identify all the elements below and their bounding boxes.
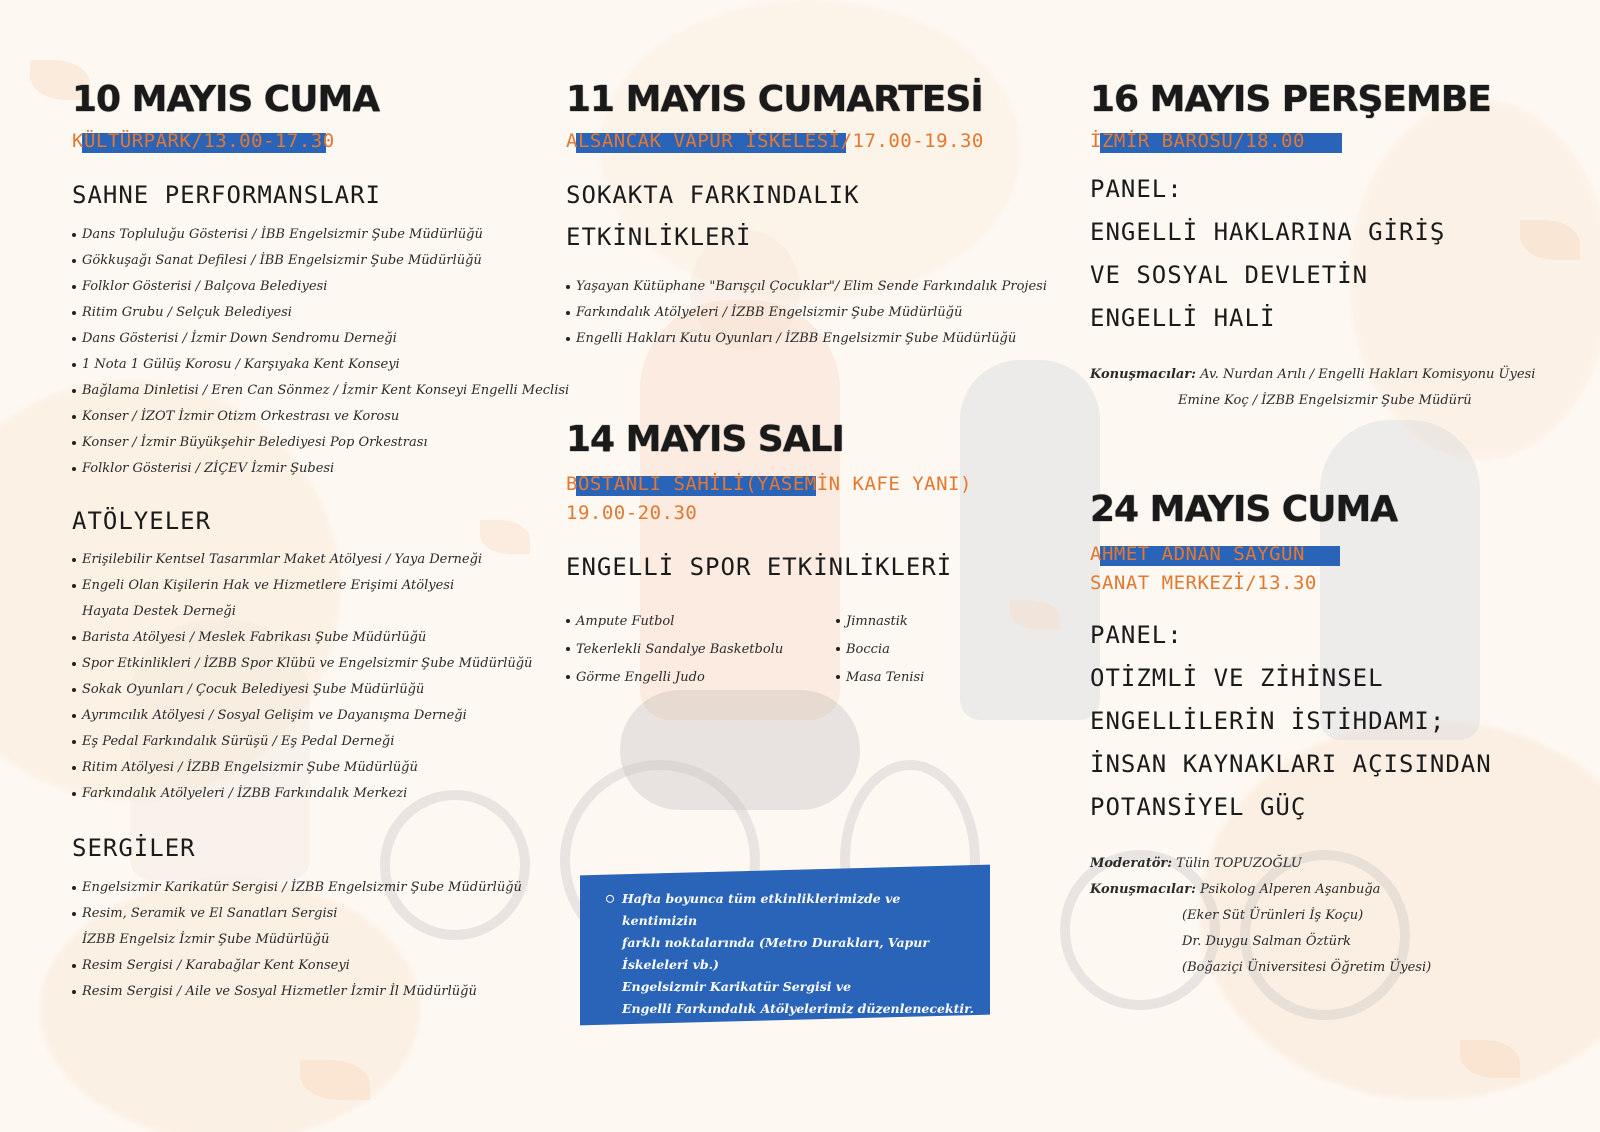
notice-line: Engelsizmir Karikatür Sergisi ve — [622, 978, 852, 994]
speaker: Psikolog Alperen Aşanbuğa — [1200, 882, 1381, 897]
notice-line: Engelli Farkındalık Atölyelerimiz düzenlenecektir. — [622, 1000, 974, 1016]
list-item: Dans Topluluğu Gösterisi / İBB Engelsizmir Şube Müdürlüğü — [72, 222, 542, 248]
sahne-list — [72, 222, 570, 482]
list-item: Engelli Hakları Kutu Oyunları / İZBB Engelsizmir Şube Müdürlüğü — [566, 326, 1036, 352]
location-label: BOSTANLI SAHİLİ(YASEMİN KAFE YANI) 19.00-20.30 — [566, 473, 972, 524]
sokakta-list — [566, 274, 1047, 352]
location-label: İZMİR BAROSU/18.00 — [1090, 130, 1305, 152]
panel-line: İNSAN KAYNAKLARI AÇISINDAN — [1090, 750, 1492, 778]
list-item: Yaşayan Kütüphane "Barışçıl Çocuklar"/ Elim Sende Farkındalık Projesi — [566, 274, 1036, 300]
list-item: Sokak Oyunları / Çocuk Belediyesi Şube Müdürlüğü — [72, 677, 542, 703]
list-item: Dans Gösterisi / İzmir Down Sendromu Derneği — [72, 326, 542, 352]
list-item: Bağlama Dinletisi / Eren Can Sönmez / İzmir Kent Konseyi Engelli Meclisi — [72, 378, 542, 404]
list-item: Barista Atölyesi / Meslek Fabrikası Şube Müdürlüğü — [72, 625, 542, 651]
list-item: Ritim Atölyesi / İZBB Engelsizmir Şube Müdürlüğü — [72, 755, 542, 781]
list-item: Resim Sergisi / Aile ve Sosyal Hizmetler İzmir İl Müdürlüğü — [72, 979, 542, 1005]
list-item: Farkındalık Atölyeleri / İZBB Engelsizmir Şube Müdürlüğü — [566, 300, 1036, 326]
list-item: Engelsizmir Karikatür Sergisi / İZBB Engelsizmir Şube Müdürlüğü — [72, 875, 542, 901]
speakers-label: Konuşmacılar: — [1090, 367, 1196, 382]
panel-line: ENGELLİ HAKLARINA GİRİŞ — [1090, 218, 1446, 246]
panel-line: VE SOSYAL DEVLETİN — [1090, 261, 1369, 289]
section-title-spor: ENGELLİ SPOR ETKİNLİKLERİ — [566, 553, 953, 581]
location-label: AHMET ADNAN SAYGUN SANAT MERKEZİ/13.30 — [1090, 540, 1317, 598]
section-title-sahne: SAHNE PERFORMANSLARI — [72, 181, 381, 209]
section-title-line: ETKİNLİKLERİ — [566, 223, 752, 251]
list-item: Masa Tenisi — [836, 664, 924, 692]
section-title-atolyeler: ATÖLYELER — [72, 507, 212, 536]
list-item: Konser / İzmir Büyükşehir Belediyesi Pop Orkestrası — [72, 430, 542, 456]
panel-title — [1090, 168, 1560, 340]
notice-line: farklı noktalarında (Metro Durakları, Vapur İskeleleri vb.) — [622, 934, 929, 972]
panel-label: PANEL: — [1090, 621, 1183, 649]
day-title: 14 MAYIS SALI — [566, 419, 844, 460]
list-item: Boccia — [836, 636, 924, 664]
day-title: 10 MAYIS CUMA — [72, 79, 380, 120]
list-item: Ayrımcılık Atölyesi / Sosyal Gelişim ve Dayanışma Derneği — [72, 703, 542, 729]
speaker: Emine Koç / İZBB Engelsizmir Şube Müdürü — [1178, 393, 1472, 408]
notice-box — [580, 865, 990, 1026]
panel-line: ENGELLİLERİN İSTİHDAMI; — [1090, 707, 1446, 735]
list-item: Eş Pedal Farkındalık Sürüşü / Eş Pedal Derneği — [72, 729, 542, 755]
speaker: (Eker Süt Ürünleri İş Koçu) — [1182, 908, 1364, 923]
list-item: Tekerlekli Sandalye Basketbolu — [566, 636, 836, 664]
sports-lists — [566, 608, 1036, 692]
list-item: Ampute Futbol — [566, 608, 836, 636]
notice-line: Hafta boyunca tüm etkinliklerimizde ve kentimizin — [622, 890, 901, 928]
list-item: İZBB Engelsiz İzmir Şube Müdürlüğü — [82, 932, 330, 948]
column-10-mayis — [72, 79, 570, 1005]
notice-text — [606, 888, 976, 1020]
sergiler-list — [72, 875, 542, 1005]
day-title: 16 MAYIS PERŞEMBE — [1090, 79, 1491, 120]
list-item: Görme Engelli Judo — [566, 664, 836, 692]
list-item: Ritim Grubu / Selçuk Belediyesi — [72, 300, 542, 326]
list-item: Spor Etkinlikleri / İZBB Spor Klübü ve Engelsizmir Şube Müdürlüğü — [72, 651, 542, 677]
list-item: Resim Sergisi / Karabağlar Kent Konseyi — [72, 953, 542, 979]
day-title: 11 MAYIS CUMARTESİ — [566, 79, 983, 120]
section-title-sokakta — [566, 174, 1036, 258]
list-item: Folklor Gösterisi / ZİÇEV İzmir Şubesi — [72, 456, 542, 482]
list-item: Folklor Gösterisi / Balçova Belediyesi — [72, 274, 542, 300]
list-item: 1 Nota 1 Gülüş Korosu / Karşıyaka Kent Konseyi — [72, 352, 542, 378]
list-item: Konser / İZOT İzmir Otizm Orkestrası ve Korosu — [72, 404, 542, 430]
section-title-sergiler: SERGİLER — [72, 833, 196, 862]
list-item: Hayata Destek Derneği — [82, 603, 236, 619]
panel-line: OTİZMLİ VE ZİHİNSEL — [1090, 664, 1384, 692]
list-item: Gökkuşağı Sanat Defilesi / İBB Engelsizmir Şube Müdürlüğü — [72, 248, 542, 274]
list-item: Erişilebilir Kentsel Tasarımlar Maket Atölyesi / Yaya Derneği — [72, 547, 542, 573]
sports-list-right — [836, 608, 924, 692]
atolyeler-list — [72, 547, 542, 807]
panel-label: PANEL: — [1090, 175, 1183, 203]
location-label: KÜLTÜRPARK/13.00-17.30 — [72, 130, 335, 152]
moderator-label: Moderatör: — [1090, 856, 1173, 871]
section-title-line: SOKAKTA FARKINDALIK — [566, 181, 860, 209]
speaker: Dr. Duygu Salman Öztürk — [1182, 934, 1352, 949]
speaker: Av. Nurdan Arılı / Engelli Hakları Komisyonu Üyesi — [1200, 367, 1536, 382]
list-item: Farkındalık Atölyeleri / İZBB Farkındalık Merkezi — [72, 781, 542, 807]
speakers-label: Konuşmacılar: — [1090, 882, 1196, 897]
moderator: Tülin TOPUZOĞLU — [1176, 856, 1302, 871]
panel-line: POTANSİYEL GÜÇ — [1090, 793, 1307, 821]
list-item: Engeli Olan Kişilerin Hak ve Hizmetlere Erişimi Atölyesi — [72, 573, 542, 599]
day-title: 24 MAYIS CUMA — [1090, 489, 1398, 530]
speaker: (Boğaziçi Üniversitesi Öğretim Üyesi) — [1182, 960, 1432, 975]
moderator-speakers-block — [1090, 851, 1560, 981]
sports-list-left — [566, 608, 836, 692]
column-11-14-mayis — [566, 79, 1047, 692]
speakers-block — [1090, 362, 1560, 414]
list-item: Jimnastik — [836, 608, 924, 636]
location-label: ALSANCAK VAPUR İSKELESİ/17.00-19.30 — [566, 130, 984, 152]
panel-title — [1090, 614, 1560, 829]
panel-line: ENGELLİ HALİ — [1090, 304, 1276, 332]
column-16-24-mayis — [1090, 79, 1560, 981]
list-item: Resim, Seramik ve El Sanatları Sergisi — [72, 901, 542, 927]
